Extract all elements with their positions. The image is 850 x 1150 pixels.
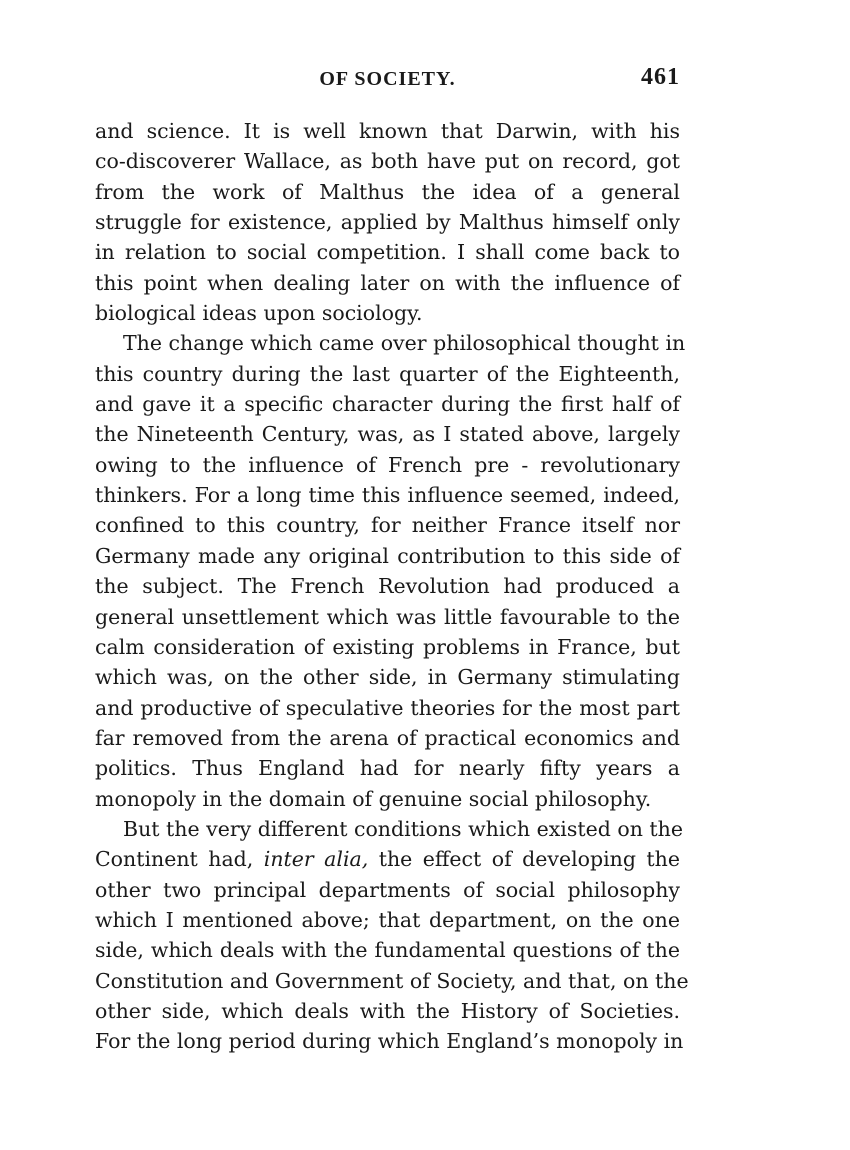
text-line: confined to this country, for neither France itself nor xyxy=(95,513,680,538)
text-segment: Continent had, xyxy=(95,847,264,872)
text-line: general unsettlement which was little favourable to the xyxy=(95,604,680,629)
text-line: and science. It is well known that Darwin, with his xyxy=(95,119,680,143)
text-line: politics. Thus England had for nearly fifty years a xyxy=(95,756,680,781)
text-line: For the long period during which England’s monopoly in xyxy=(95,1029,684,1054)
text-line: other side, which deals with the History of Societies. xyxy=(95,998,680,1023)
text-line: monopoly in the domain of genuine social philosophy. xyxy=(95,786,652,811)
text-line: The change which came over philosophical thought in xyxy=(123,331,686,356)
text-line: But the very different conditions which existed on the xyxy=(123,816,683,841)
text-line: which was, on the other side, in Germany stimulating xyxy=(95,665,680,690)
page-number: 461 xyxy=(641,64,680,90)
text-line: Germany made any original contribution to this side of xyxy=(95,543,680,568)
text-line: which I mentioned above; that department, on the one xyxy=(95,907,680,932)
text-line: the Nineteenth Century, was, as I stated above, largely xyxy=(95,422,680,447)
text-line: far removed from the arena of practical economics and xyxy=(95,725,680,750)
text-line: and productive of speculative theories for the most part xyxy=(95,695,680,720)
text-line: this country during the last quarter of the Eighteenth, xyxy=(95,361,680,386)
text-line: biological ideas upon sociology. xyxy=(95,301,423,326)
text-line: in relation to social competition. I shall come back to xyxy=(95,240,680,265)
text-line: co-discoverer Wallace, as both have put on record, got xyxy=(95,149,680,174)
page-header xyxy=(95,64,680,94)
running-head: OF SOCIETY. xyxy=(319,68,456,90)
text-line: from the work of Malthus the idea of a general xyxy=(95,179,680,204)
body-text xyxy=(95,116,689,1057)
text-line: the subject. The French Revolution had produced a xyxy=(95,574,680,599)
text-line: owing to the influence of French pre - revolutionary xyxy=(95,452,680,477)
text-line: and gave it a specific character during the first half of xyxy=(95,392,680,417)
text-line: thinkers. For a long time this influence seemed, indeed, xyxy=(95,483,680,508)
text-line: this point when dealing later on with the influence of xyxy=(95,270,680,295)
text-segment: the effect of developing the xyxy=(368,847,681,872)
text-line: Constitution and Government of Society, and that, on the xyxy=(95,968,689,993)
italic-phrase: inter alia, xyxy=(263,847,369,872)
text-line: struggle for existence, applied by Malthus himself only xyxy=(95,210,680,235)
text-line: side, which deals with the fundamental questions of the xyxy=(95,938,680,963)
text-line: calm consideration of existing problems in France, but xyxy=(95,634,680,659)
text-line: other two principal departments of social philosophy xyxy=(95,877,680,902)
text-line-with-italic xyxy=(95,844,680,874)
